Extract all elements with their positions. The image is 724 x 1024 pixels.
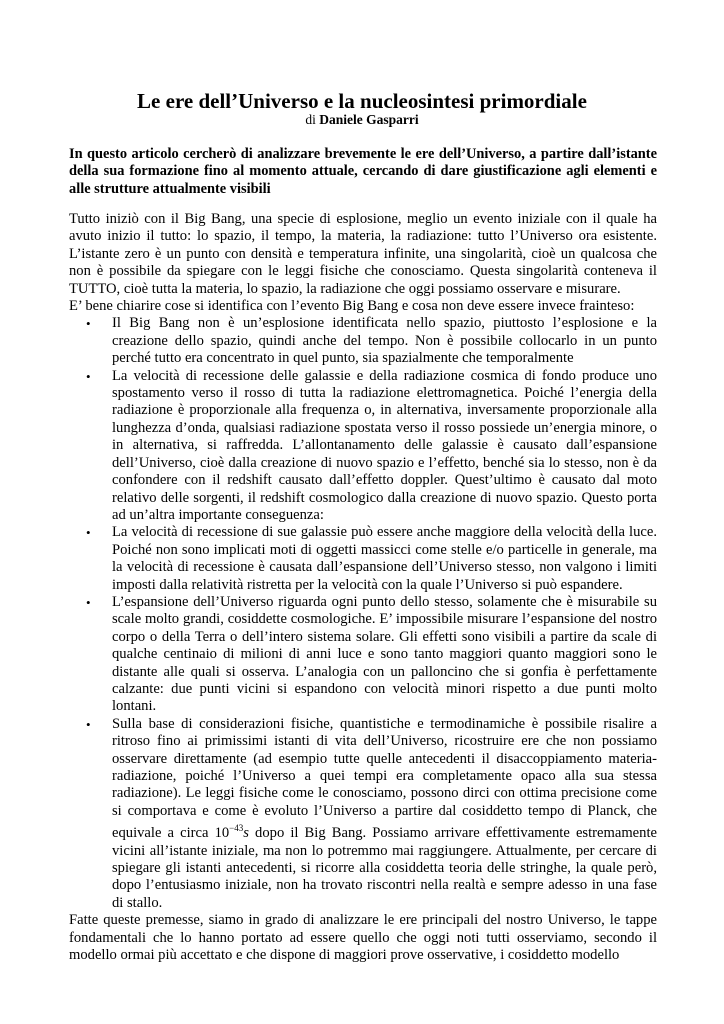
bullet-list <box>69 315 657 912</box>
formula-exponent: −43 <box>229 823 244 834</box>
closing-paragraph: Fatte queste premesse, siamo in grado di analizzare le ere principali del nostro Universo, le tappe fondamentali che lo hanno portato ad essere quello che oggi noti tutti osserviamo, secondo il modello ormai più accettato e che dispone di maggiori prove osservative, i cosiddetto modello <box>69 912 657 964</box>
formula-base: 10 <box>214 825 230 842</box>
bullet-icon: • <box>86 716 91 732</box>
list-item-text: Il Big Bang non è un’esplosione identificata nello spazio, piuttosto l’esplosione e la creazione dello spazio, quindi anche del tempo. Non è possibile collocarlo in un punto perché tutto era concentrato in quel punto, sia spazialmente che temporalmente <box>112 315 657 367</box>
article-body <box>69 211 657 964</box>
formula-unit: s <box>243 825 249 842</box>
list-item <box>86 524 657 594</box>
bullet-icon: • <box>86 594 91 610</box>
bullet-icon: • <box>86 368 91 384</box>
list-item-text: Sulla base di considerazioni fisiche, quantistiche e termodinamiche è possibile risalire a ritroso fino ai primissimi istanti di vita dell’Universo, ricostruire ere che non possiamo osservare direttamente (ad esempio tutte quelle antecedenti il disaccoppiamento materia-radiazione, poiché l’Universo a quei tempi era completamente opaco alla sua stessa radiazione). Le leggi fisiche come le conosciamo, possono dirci con ottima precisione come si comportava e come è evoluto l’Universo a partire dal cosiddetto tempo di Planck, che equivale a circa <box>112 715 657 842</box>
list-item <box>86 715 657 912</box>
article-title: Le ere dell’Universo e la nucleosintesi primordiale <box>137 89 587 113</box>
list-item <box>86 315 657 367</box>
planck-time-formula <box>215 825 249 841</box>
list-item <box>86 593 657 716</box>
clarify-line: E’ bene chiarire cose si identifica con l’evento Big Bang e cosa non deve essere invece frainteso: <box>69 298 635 315</box>
list-item-text: La velocità di recessione di sue galassie può essere anche maggiore della velocità della luce. Poiché non sono implicati moti di oggetti massicci come stelle e/o particelle in generale, ma la velocità di recessione è causata dall’espansione dell’Universo stesso, non valgono i limiti imposti dalla relatività ristretta per la velocità con la quale l’Universo si può espandere. <box>112 524 657 593</box>
list-item-text: L’espansione dell’Universo riguarda ogni punto dello stesso, solamente che è misurabile su scale molto grandi, cosiddette cosmologiche. E’ impossibile misurare l’espansione del nostro corpo o della Terra o dell’intero sistema solare. Gli effetti sono visibili a partire da scale di qualche centinaio di milioni di anni luce e sono tanto maggiori quanto maggiori sono le distante alle quali si osserva. L’analogia con un palloncino che si gonfia è perfettamente calzante: due punti vicini si espandono con velocità minori rispetto a due punti molto lontani. <box>112 593 657 715</box>
list-item-text-continued: dopo il Big Bang. Possiamo arrivare effettivamente estremamente vicini all’istante iniziale, ma non lo potremmo mai raggiungere. Attualmente, per cercare di spiegare gli istanti antecedenti, si ricorre alla cosiddetta teoria delle stringhe, la quale però, dopo l’entusiasmo iniziale, non ha trovato riscontri nella realtà e sempre adesso in una fase di stallo. <box>112 825 657 911</box>
list-item <box>86 367 657 525</box>
bullet-icon: • <box>86 525 91 541</box>
intro-paragraph: Tutto iniziò con il Big Bang, una specie di esplosione, meglio un evento iniziale con il quale ha avuto inizio il tutto: lo spazio, il tempo, la materia, la radiazione: tutto l’Universo ora esistente. L’istante zero è un punto con densità e temperatura infinite, una singolarità, cioè un qualcosa che non è possibile da spiegare con le leggi fisiche che conosciamo. Questa singolarità conteneva il TUTTO, cioè tutta la materia, lo spazio, la radiazione che oggi possiamo osservare e misurare. <box>69 211 657 297</box>
author-name: Daniele Gasparri <box>319 112 419 127</box>
bullet-icon: • <box>86 316 91 332</box>
abstract: In questo articolo cercherò di analizzare brevemente le ere dell’Universo, a partire dall’istante della sua formazione fino al momento attuale, cercando di dare giustificazione agli elementi e alle strutture attualmente visibili <box>69 146 657 197</box>
byline-prefix: di <box>305 112 316 127</box>
byline <box>0 112 724 128</box>
list-item-text: La velocità di recessione delle galassie e della radiazione cosmica di fondo produce uno spostamento verso il rosso di tutta la radiazione elettromagnetica. Poiché l’energia della radiazione è proporzionale alla frequenza o, in alternativa, inversamente proporzionale alla lunghezza d’onda, qualsiasi radiazione spostata verso il rosso possiede un’energia minore, o in alternativa, si raffredda. L’allontanamento delle galassie è causato dall’espansione dell’Universo, cioè dalla creazione di nuovo spazio e l’effetto, benché sia lo stesso, non è da confondere con il redshift causato dall’effetto doppler. Quest’ultimo è causato dal moto relativo delle sorgenti, il redshift cosmologico dalla creazione di nuovo spazio. Questo porta ad un’altra importante conseguenza: <box>112 367 657 523</box>
